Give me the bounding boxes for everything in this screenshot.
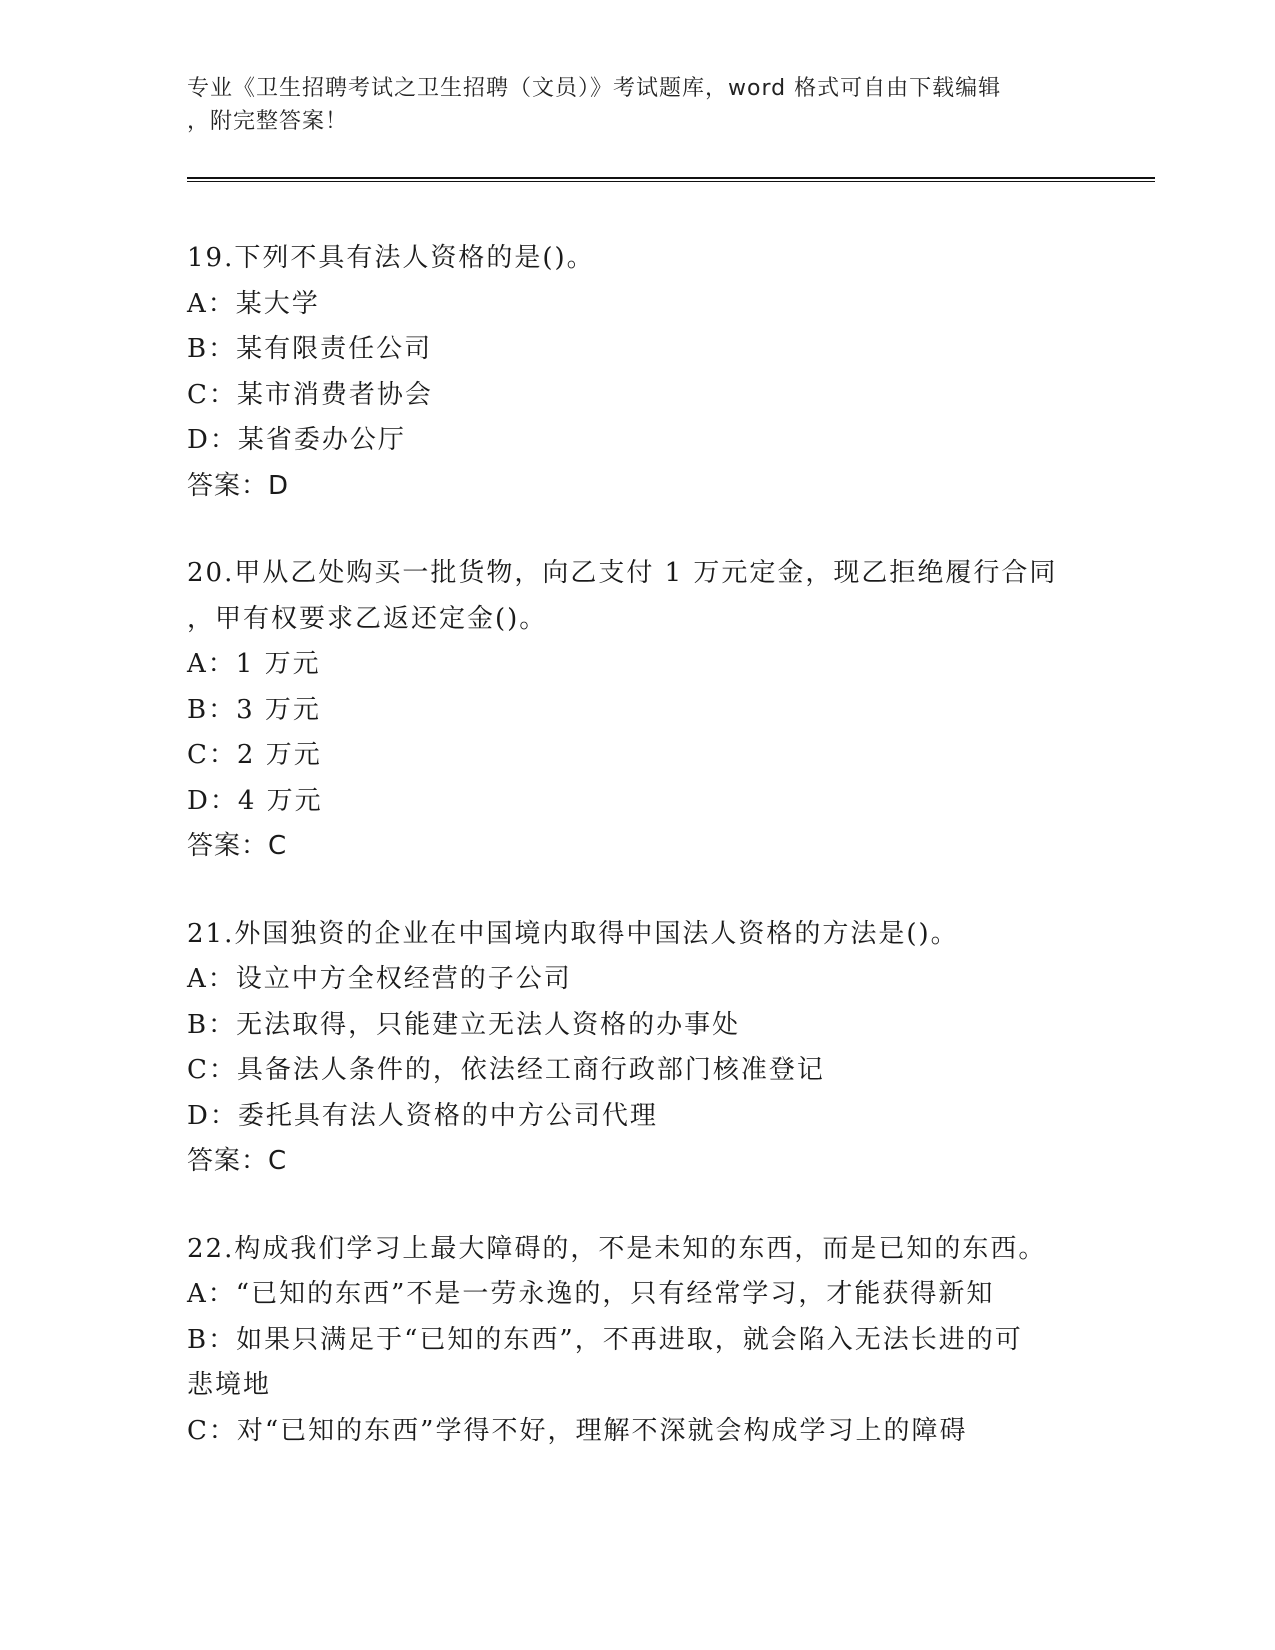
question-stem: 19.下列不具有法人资格的是()。 [187, 243, 595, 273]
header-line-2: ，附完整答案！ [187, 109, 349, 134]
option-b: B：3 万元 [187, 694, 321, 725]
question-list [187, 236, 1087, 1496]
option-c: C：2 万元 [187, 740, 322, 770]
question-stem-continued: ，甲有权要求乙返还定金()。 [187, 603, 548, 634]
option-a: A：某大学 [187, 288, 320, 319]
option-d: D：委托具有法人资格的中方公司代理 [187, 1100, 658, 1131]
question-stem: 22.构成我们学习上最大障碍的，不是未知的东西，而是已知的东西。 [187, 1233, 1047, 1264]
option-b: B：无法取得，只能建立无法人资格的办事处 [187, 1009, 741, 1040]
answer: 答案：C [187, 1146, 288, 1176]
option-d: D：4 万元 [187, 785, 323, 816]
answer: 答案：C [187, 831, 288, 861]
question-19 [187, 236, 1087, 509]
option-a: A：“已知的东西”不是一劳永逸的，只有经常学习，才能获得新知 [187, 1279, 995, 1309]
option-c: C：对“已知的东西”学得不好，理解不深就会构成学习上的障碍 [187, 1415, 968, 1446]
document-header [187, 72, 1087, 138]
option-a: A：设立中方全权经营的子公司 [187, 964, 572, 994]
answer: 答案：D [187, 470, 290, 501]
question-20 [187, 551, 1087, 870]
question-22 [187, 1227, 1087, 1455]
option-d: D：某省委办公厅 [187, 425, 406, 455]
option-c: C：具备法人条件的，依法经工商行政部门核准登记 [187, 1055, 825, 1085]
question-stem: 21.外国独资的企业在中国境内取得中国法人资格的方法是()。 [187, 918, 959, 949]
question-21 [187, 912, 1087, 1185]
option-b: B：某有限责任公司 [187, 334, 433, 364]
header-line-1: 专业《卫生招聘考试之卫生招聘（文员）》考试题库，word 格式可自由下载编辑 [187, 76, 1002, 101]
option-b-continued: 悲境地 [187, 1370, 272, 1400]
question-stem: 20.甲从乙处购买一批货物，向乙支付 1 万元定金，现乙拒绝履行合同 [187, 558, 1058, 588]
option-b: B：如果只满足于“已知的东西”，不再进取，就会陷入无法长进的可 [187, 1324, 1023, 1355]
option-a: A：1 万元 [187, 649, 321, 679]
option-c: C：某市消费者协会 [187, 379, 433, 410]
header-divider [187, 177, 1155, 182]
